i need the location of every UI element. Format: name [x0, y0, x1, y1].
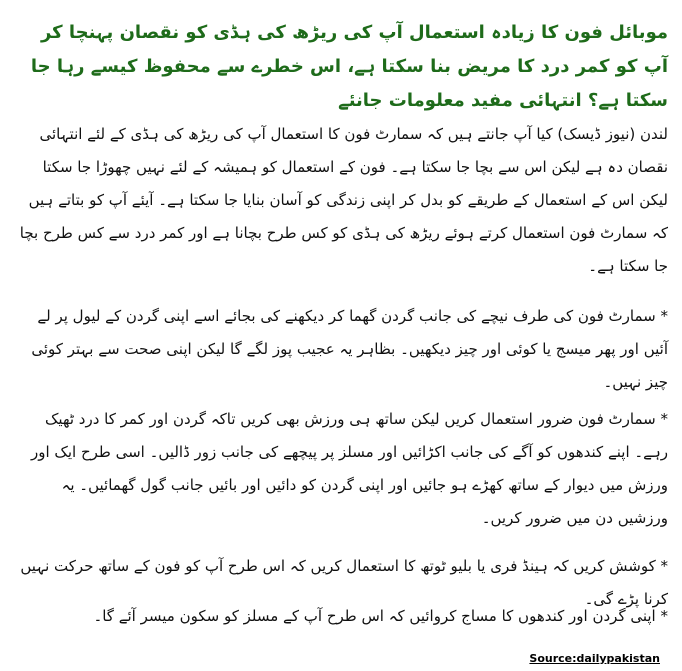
source-credit: Source:dailypakistan [529, 652, 660, 665]
article-tip-phone-level: * سمارٹ فون کی طرف نیچے کی جانب گردن گھما کر دیکھنے کی بجائے اسے اپنی گردن کے لیول پر لے آئیں اور پھر میسج یا کوئی اور چیز دیکھیں۔ بظاہر یہ عجیب پوز لگے گا لیکن اپنی صحت سے بہتر کوئی چیز نہیں۔ [31, 307, 668, 391]
article-paragraph-intro: لندن (نیوز ڈیسک) کیا آپ جانتے ہیں کہ سمارٹ فون کا استعمال آپ کی ریڑھ کی ہڈی کے لئے انتہائی نقصان دہ ہے لیکن اس سے بچا جا سکتا ہے۔ فون کے استعمال کو ہمیشہ کے لئے نہیں چھوڑا جا سکتا لیکن اس کے استعمال کے طریقے کو بدل کر اپنی زندگی کو آسان بنایا جا سکتا ہے۔ آیئے آپ کو بتاتے ہیں کہ سمارٹ فون استعمال کرتے ہوئے ریڑھ کی ہڈی کو کس طرح بچانا ہے اور کمر درد سے کس طرح بچا جا سکتا ہے۔ [19, 125, 668, 275]
article-tip-handsfree: * کوشش کریں کہ ہینڈ فری یا بلیو ٹوتھ کا استعمال کریں کہ اس طرح آپ کو فون کے ساتھ حرکت نہیں کرنا پڑے گی۔ [20, 557, 668, 608]
article-headline: موبائل فون کا زیادہ استعمال آپ کی ریڑھ کی ہڈی کو نقصان پہنچا کر آپ کو کمر درد کا مریض بنا سکتا ہے، اس خطرے سے محفوظ کیسے رہا جا سکتا ہے؟ انتہائی مفید معلومات جانئے [30, 22, 668, 111]
article-tip-massage: * اپنی گردن اور کندھوں کا مساج کروائیں کہ اس طرح آپ کے مسلز کو سکون میسر آئے گا۔ [93, 607, 668, 625]
article-tip-exercise: * سمارٹ فون ضرور استعمال کریں لیکن ساتھ ہی ورزش بھی کریں تاکہ گردن اور کمر کا درد ٹھیک رہے۔ اپنے کندھوں کو آگے کی جانب اکڑائیں اور مسلز پر پیچھے کی جانب زور ڈالیں۔ اسی طرح ایک اور ورزش میں دیوار کے ساتھ کھڑے ہو جائیں اور اپنی گردن کو دائیں اور بائیں جانب گول گھمائیں۔ یہ ورزشیں دن میں ضرور کریں۔ [30, 410, 668, 527]
